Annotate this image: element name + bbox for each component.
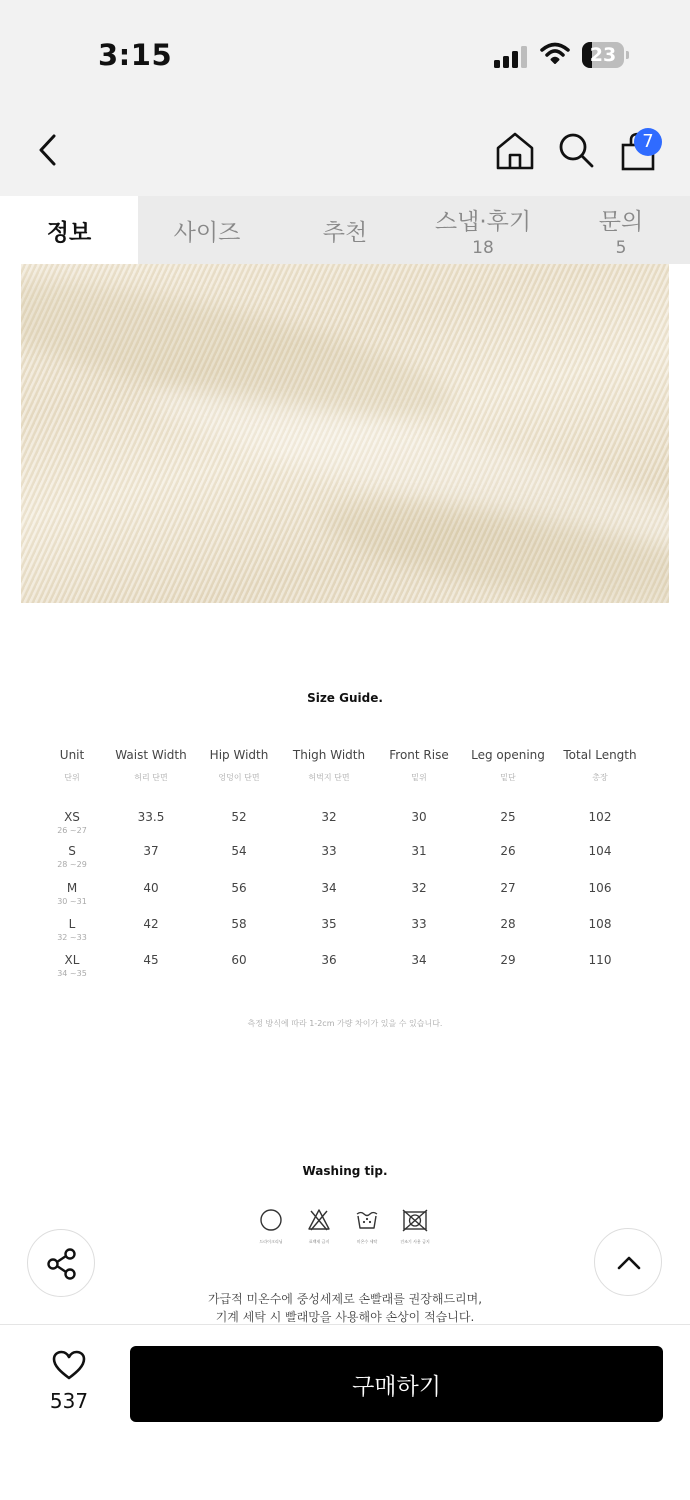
hand-wash-icon bbox=[348, 1208, 386, 1245]
no-bleach-icon bbox=[300, 1208, 338, 1245]
table-cell: 33.5 bbox=[137, 810, 165, 824]
battery-icon bbox=[582, 42, 628, 68]
washing-tip-title: Washing tip. bbox=[302, 1164, 388, 1178]
header bbox=[0, 100, 690, 196]
like-count: 537 bbox=[49, 1389, 89, 1413]
washing-instructions-line1: 가급적 미온수에 중성세제로 손빨래를 권장해드리며, bbox=[207, 1292, 483, 1306]
table-cell: 27 bbox=[500, 881, 516, 895]
bottom-action-bar bbox=[0, 1324, 690, 1500]
table-cell: 110 bbox=[588, 953, 612, 967]
column-subheader: 허벅지 단면 bbox=[308, 773, 350, 782]
fabric-detail-image bbox=[21, 264, 669, 603]
table-cell: 35 bbox=[321, 917, 337, 931]
table-cell: 29 bbox=[500, 953, 516, 967]
tab-label: 추천 bbox=[322, 219, 368, 246]
size-inch: 30 ~31 bbox=[57, 897, 87, 906]
wifi-icon bbox=[540, 42, 570, 66]
product-tabs bbox=[0, 196, 690, 264]
tab-label: 사이즈 bbox=[173, 219, 241, 246]
tab-size[interactable] bbox=[138, 196, 276, 264]
size-label: M bbox=[66, 881, 78, 895]
wash-icon-label: 표백제 금지 bbox=[308, 1239, 330, 1244]
size-inch: 34 ~35 bbox=[57, 969, 87, 978]
tab-count: 5 bbox=[615, 237, 627, 258]
table-cell: 34 bbox=[411, 953, 427, 967]
table-cell: 25 bbox=[500, 810, 516, 824]
share-icon bbox=[45, 1247, 79, 1281]
tab-snap-review[interactable] bbox=[414, 196, 552, 264]
washing-icons bbox=[252, 1208, 442, 1248]
table-cell: 26 bbox=[500, 844, 516, 858]
table-cell: 30 bbox=[411, 810, 427, 824]
tab-info[interactable] bbox=[0, 196, 138, 264]
search-icon[interactable] bbox=[556, 130, 596, 170]
like-button[interactable] bbox=[30, 1349, 108, 1419]
column-subheader: 허리 단면 bbox=[134, 773, 168, 782]
tab-label: 문의 bbox=[598, 208, 644, 235]
status-bar bbox=[0, 0, 690, 100]
size-label: S bbox=[68, 844, 76, 858]
tab-label: 스냅·후기 bbox=[434, 208, 532, 235]
column-header-front-rise: Front Rise bbox=[389, 748, 449, 762]
table-cell: 45 bbox=[143, 953, 159, 967]
column-header-waist: Waist Width bbox=[115, 748, 187, 762]
size-note: 측정 방식에 따라 1-2cm 가량 차이가 있을 수 있습니다. bbox=[247, 1019, 443, 1028]
chevron-left-icon[interactable] bbox=[30, 128, 66, 172]
tab-count: 18 bbox=[472, 237, 494, 258]
dry-clean-icon bbox=[252, 1208, 290, 1245]
cart-count-badge: 7 bbox=[634, 128, 662, 156]
size-label: L bbox=[68, 917, 76, 931]
status-time: 3:15 bbox=[98, 38, 173, 72]
table-cell: 33 bbox=[321, 844, 337, 858]
table-cell: 34 bbox=[321, 881, 337, 895]
column-subheader: 총장 bbox=[592, 773, 608, 782]
column-header-total-length: Total Length bbox=[563, 748, 637, 762]
table-cell: 104 bbox=[588, 844, 612, 858]
table-cell: 31 bbox=[411, 844, 427, 858]
cellular-signal-icon bbox=[494, 44, 528, 68]
table-cell: 40 bbox=[143, 881, 159, 895]
column-header-leg-opening: Leg opening bbox=[471, 748, 545, 762]
column-subheader: 밑단 bbox=[500, 773, 516, 782]
table-cell: 33 bbox=[411, 917, 427, 931]
size-label: XS bbox=[64, 810, 80, 824]
table-cell: 42 bbox=[143, 917, 159, 931]
size-inch: 32 ~33 bbox=[57, 933, 87, 942]
wash-icon-label: 건조기 사용 금지 bbox=[400, 1239, 430, 1244]
table-cell: 60 bbox=[231, 953, 247, 967]
table-cell: 28 bbox=[500, 917, 516, 931]
wash-icon-label: 미온수 세탁 bbox=[356, 1239, 378, 1244]
table-cell: 54 bbox=[231, 844, 247, 858]
column-header-thigh: Thigh Width bbox=[292, 748, 366, 762]
no-tumble-dry-icon bbox=[396, 1208, 434, 1245]
tab-recommend[interactable] bbox=[276, 196, 414, 264]
chevron-up-icon bbox=[612, 1246, 646, 1280]
table-cell: 37 bbox=[143, 844, 159, 858]
scroll-to-top-button[interactable] bbox=[594, 1228, 662, 1296]
column-subheader: 단위 bbox=[64, 773, 80, 782]
battery-percent: 23 bbox=[589, 44, 617, 66]
table-cell: 32 bbox=[321, 810, 337, 824]
column-subheader: 밑위 bbox=[411, 773, 427, 782]
tab-label: 정보 bbox=[46, 219, 92, 246]
home-icon[interactable] bbox=[494, 130, 536, 172]
size-inch: 26 ~27 bbox=[57, 826, 87, 835]
table-cell: 108 bbox=[588, 917, 612, 931]
size-inch: 28 ~29 bbox=[57, 860, 87, 869]
share-button[interactable] bbox=[27, 1229, 95, 1297]
column-header-hip: Hip Width bbox=[209, 748, 269, 762]
table-cell: 102 bbox=[588, 810, 612, 824]
table-cell: 36 bbox=[321, 953, 337, 967]
table-cell: 58 bbox=[231, 917, 247, 931]
buy-button-label: 구매하기 bbox=[352, 1373, 441, 1400]
table-cell: 56 bbox=[231, 881, 247, 895]
table-cell: 32 bbox=[411, 881, 427, 895]
size-guide-title: Size Guide. bbox=[307, 691, 383, 705]
tab-inquiry[interactable] bbox=[552, 196, 690, 264]
washing-instructions-line2: 기계 세탁 시 빨래망을 사용해야 손상이 적습니다. bbox=[215, 1310, 475, 1324]
wash-icon-label: 드라이크리닝 bbox=[259, 1239, 283, 1244]
column-header-unit: Unit bbox=[59, 748, 85, 762]
size-label: XL bbox=[64, 953, 80, 967]
buy-button[interactable] bbox=[130, 1346, 663, 1422]
table-cell: 52 bbox=[231, 810, 247, 824]
heart-icon bbox=[51, 1349, 87, 1381]
table-cell: 106 bbox=[588, 881, 612, 895]
column-subheader: 엉덩이 단면 bbox=[218, 773, 260, 782]
